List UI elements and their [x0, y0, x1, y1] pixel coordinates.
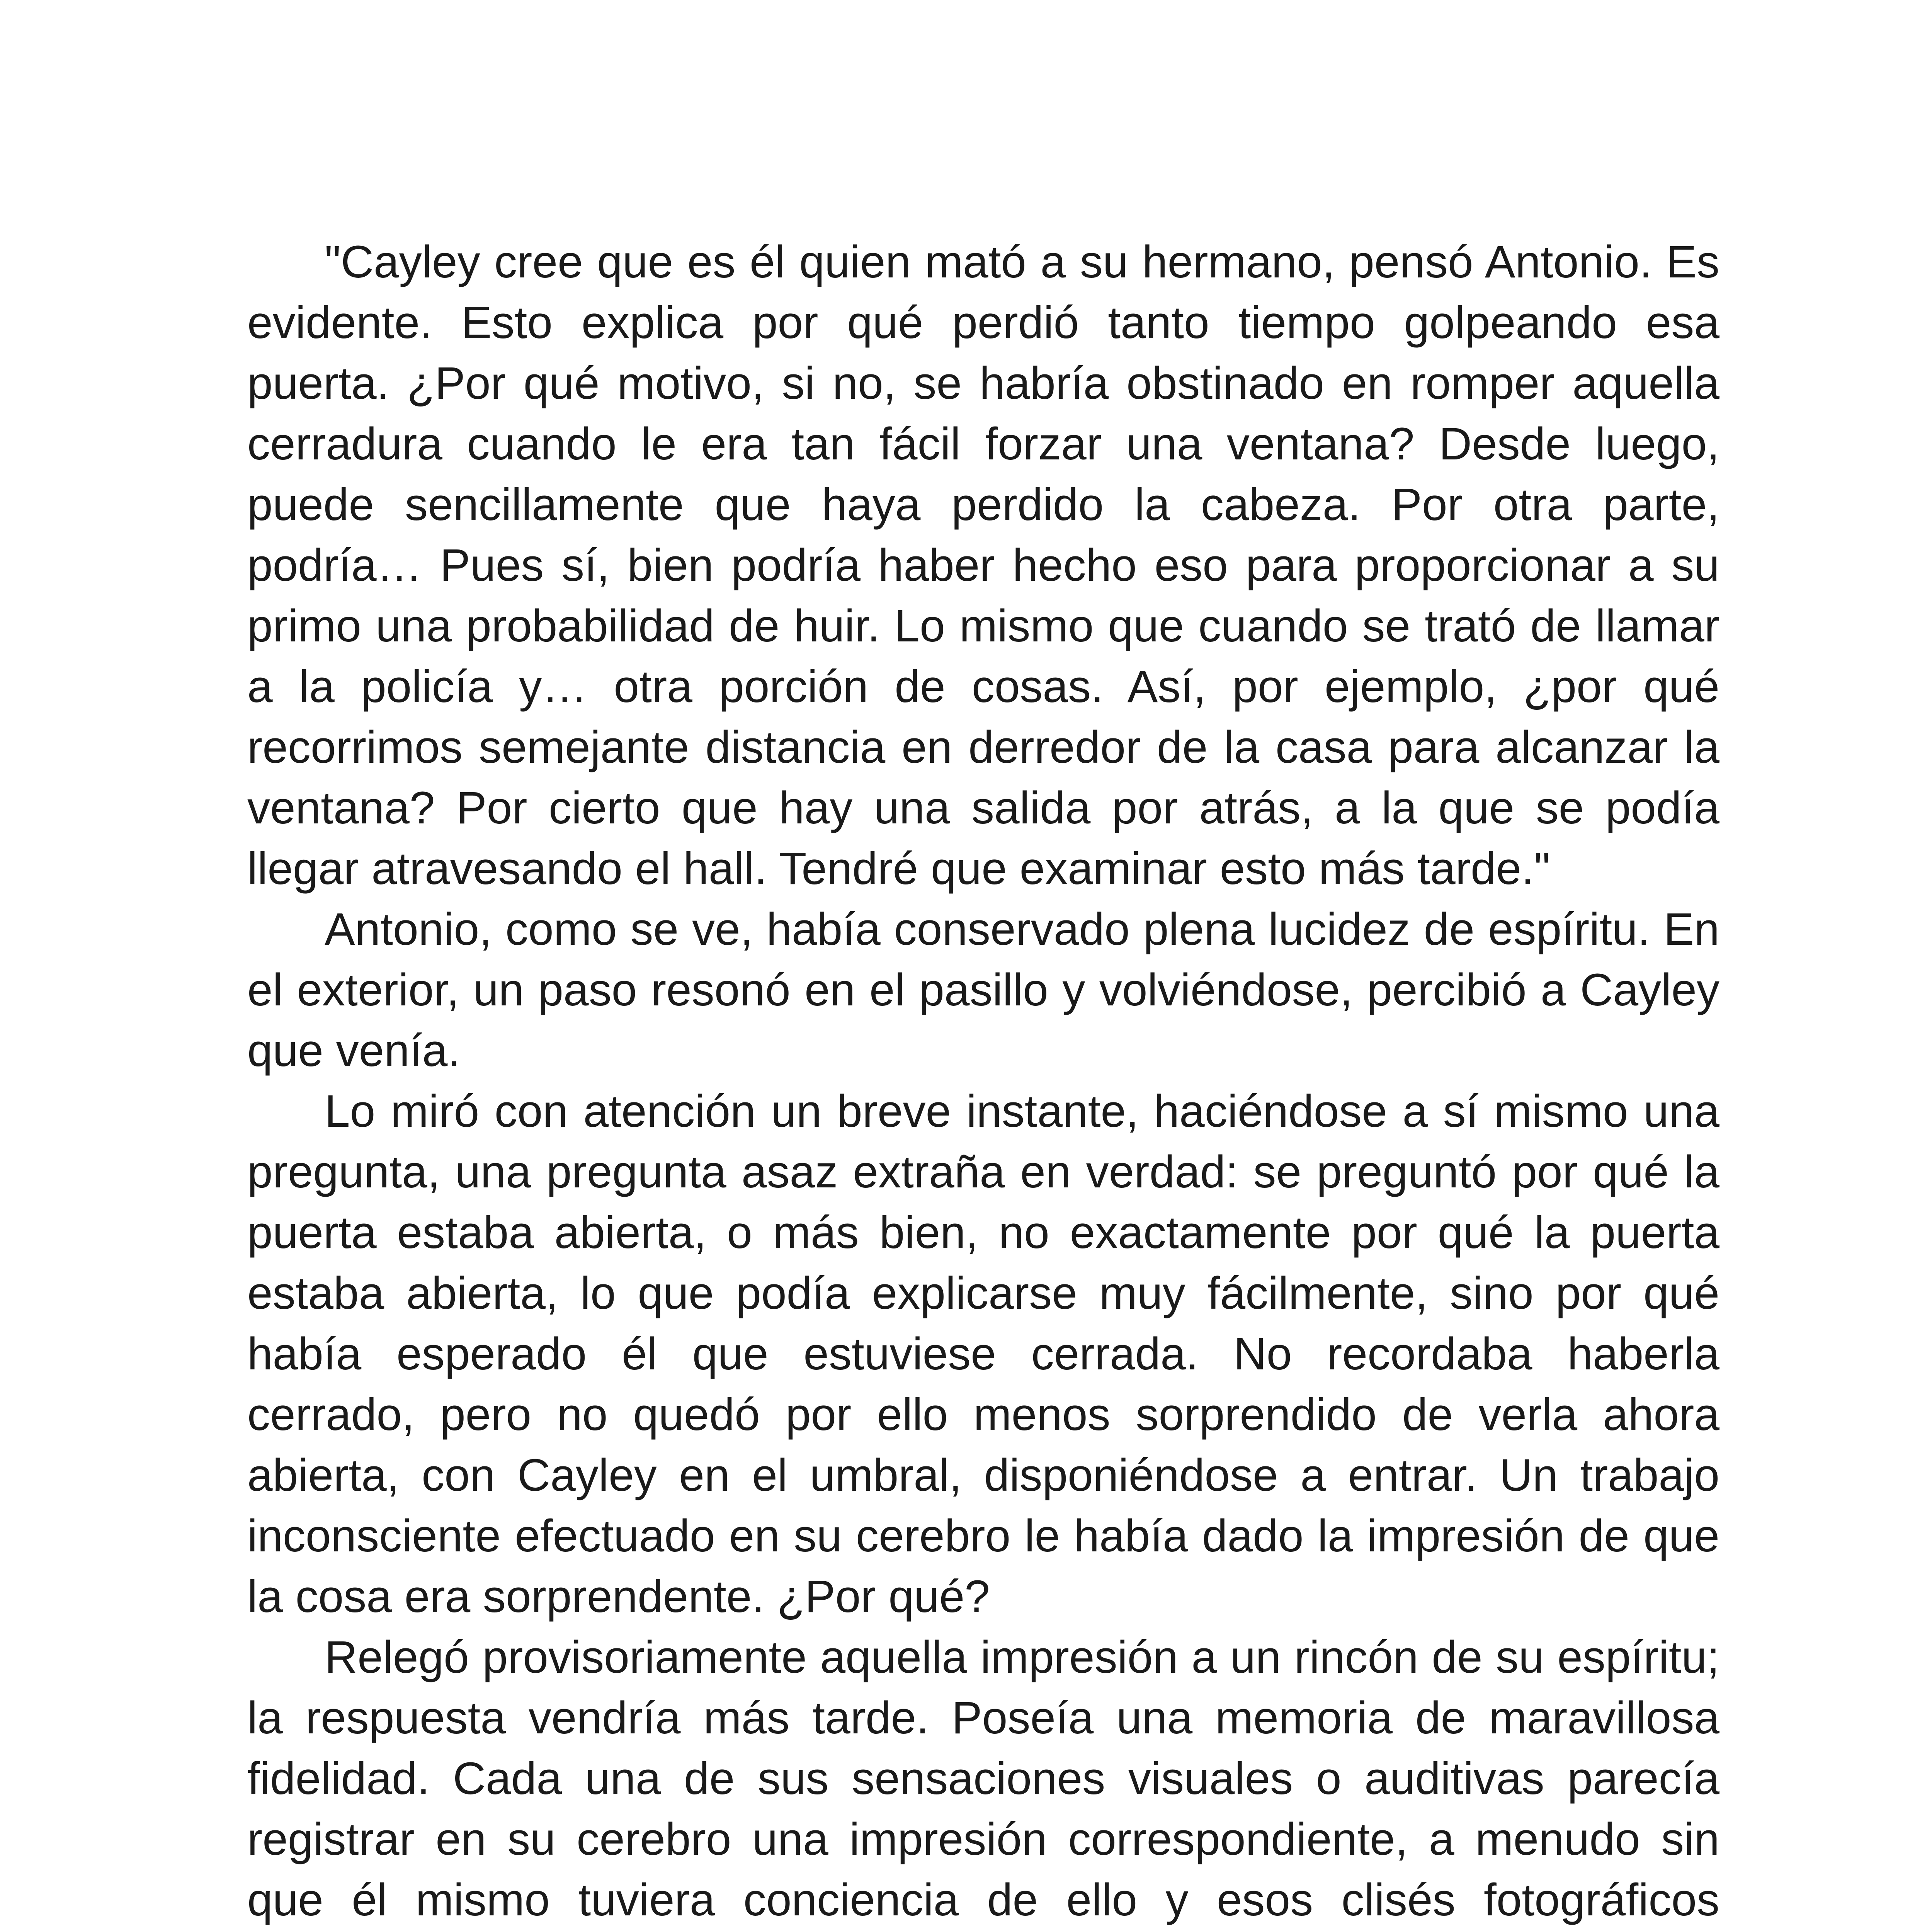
page-body — [247, 232, 1719, 1932]
paragraph-2: Antonio, como se ve, había conservado plena lucidez de espíritu. En el exterior, un paso resonó en el pasillo y volviéndose, percibió a Cayley que venía. — [247, 904, 1719, 1076]
paragraph-1: "Cayley cree que es él quien mató a su hermano, pensó Antonio. Es evidente. Esto explica por qué perdió tanto tiempo golpeando esa puerta. ¿Por qué motivo, si no, se habría obstinado en romper aquella cerradura cuando le era tan fácil forzar una ventana? Desde luego, puede sencillamente que haya perdido la cabeza. Por otra parte, podría… Pues sí, bien podría haber hecho eso para proporcionar a su primo una probabilidad de huir. Lo mismo que cuando se trató de llamar a la policía y… otra porción de cosas. Así, por ejemplo, ¿por qué recorrimos semejante distancia en derredor de la casa para alcanzar la ventana? Por cierto que hay una salida por atrás, a la que se podía llegar atravesando el hall. Tendré que examinar esto más tarde." — [247, 236, 1719, 894]
paragraph-4: Relegó provisoriamente aquella impresión a un rincón de su espíritu; la respuesta vendría más tarde. Poseía una memoria de maravillosa fidelidad. Cada una de sus sensaciones visuales o auditivas parecía registrar en su cerebro una impresión correspondiente, a menudo sin que él mismo tuviera conciencia de ello y esos clisés fotográficos — [247, 1632, 1719, 1925]
paragraph-3: Lo miró con atención un breve instante, haciéndose a sí mismo una pregunta, una pregunta asaz extraña en verdad: se preguntó por qué la puerta estaba abierta, o más bien, no exactamente por qué la puerta estaba abierta, lo que podía explicarse muy fácilmente, sino por qué había esperado él que estuviese cerrada. No recordaba haberla cerrado, pero no quedó por ello menos sorprendido de verla ahora abierta, con Cayley en el umbral, disponiéndose a entrar. Un trabajo inconsciente efectuado en su cerebro le había dado la impresión de que la cosa era sorprendente. ¿Por qué? — [247, 1086, 1719, 1622]
